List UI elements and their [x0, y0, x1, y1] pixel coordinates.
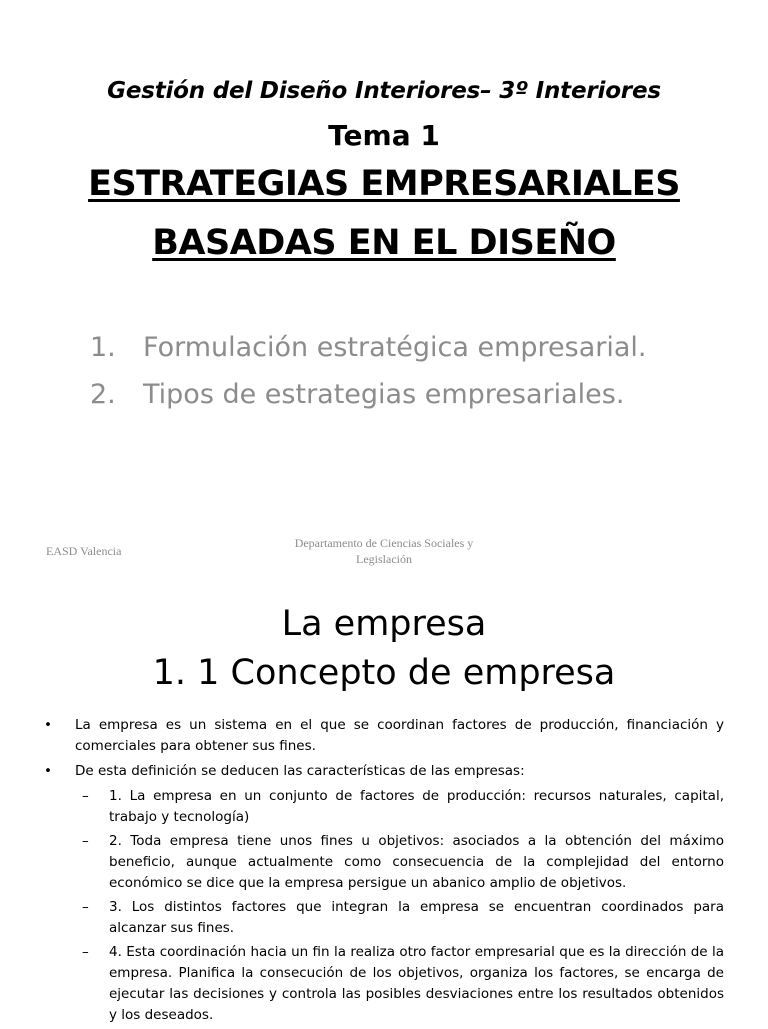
dash-marker: – — [82, 788, 89, 804]
slide-title-text-2: BASADAS EN EL DISEÑO — [152, 223, 616, 263]
content-slide-title: La empresa — [281, 604, 487, 644]
bullet-marker: • — [44, 717, 52, 733]
footer-department-line-1: Departamento de Ciencias Sociales y — [294, 536, 474, 550]
course-name: Gestión del Diseño Interiores– 3º Interiores — [107, 78, 661, 104]
sub-item-text: 2. Toda empresa tiene unos fines u objetivos: asociados a la obtención del máximo beneficio, aunque actualmente como consecuencia de la complejidad del entorno económico se dice que la empresa persigue un abanico amplio de objetivos. — [109, 833, 724, 891]
toc-number: 2. — [90, 379, 116, 410]
bullet-marker: • — [44, 763, 52, 779]
dash-marker: – — [82, 833, 89, 849]
sub-item — [44, 831, 724, 894]
toc-number: 1. — [90, 332, 116, 363]
sub-item — [44, 942, 724, 1026]
toc-item — [90, 379, 646, 426]
bullet-text: La empresa es un sistema en el que se coordinan factores de producción, financiación y comerciales para obtener sus fines. — [75, 717, 724, 754]
sub-item-text: 4. Esta coordinación hacia un fin la realiza otro factor empresarial que es la dirección de la empresa. Planifica la consecución de los objetivos, organiza los factores, se encarga de ejecutar las decisiones y controla las posibles desviaciones entre los resultados obtenidos y los deseados. — [109, 944, 724, 1023]
content-body — [44, 715, 724, 1029]
sub-item-text: 1. La empresa en un conjunto de factores de producción: recursos naturales, capital, trabajo y tecnología) — [109, 788, 724, 825]
bullet-text: De esta definición se deducen las características de las empresas: — [75, 763, 525, 779]
toc-text: Formulación estratégica empresarial. — [143, 332, 647, 363]
footer-department — [264, 535, 504, 567]
content-slide-subtitle: 1. 1 Concepto de empresa — [152, 653, 616, 693]
bullet-item — [44, 761, 724, 782]
dash-marker: – — [82, 944, 89, 960]
toc-text: Tipos de estrategias empresariales. — [143, 379, 625, 410]
slide-title-line-2 — [0, 223, 768, 263]
footer-department-line-2: Legislación — [356, 552, 412, 566]
sub-item-text: 3. Los distintos factores que integran la empresa se encuentran coordinados para alcanzar sus fines. — [109, 899, 724, 936]
bullet-item — [44, 715, 724, 757]
sub-item — [44, 897, 724, 939]
slide-title-line-1 — [0, 164, 768, 204]
table-of-contents — [90, 332, 646, 426]
content-slide — [0, 576, 768, 1024]
toc-item — [90, 332, 646, 379]
footer-school: EASD Valencia — [46, 544, 122, 558]
slide-title-text-1: ESTRATEGIAS EMPRESARIALES — [88, 164, 680, 204]
sub-item — [44, 786, 724, 828]
dash-marker: – — [82, 899, 89, 915]
topic-number: Tema 1 — [328, 119, 440, 152]
